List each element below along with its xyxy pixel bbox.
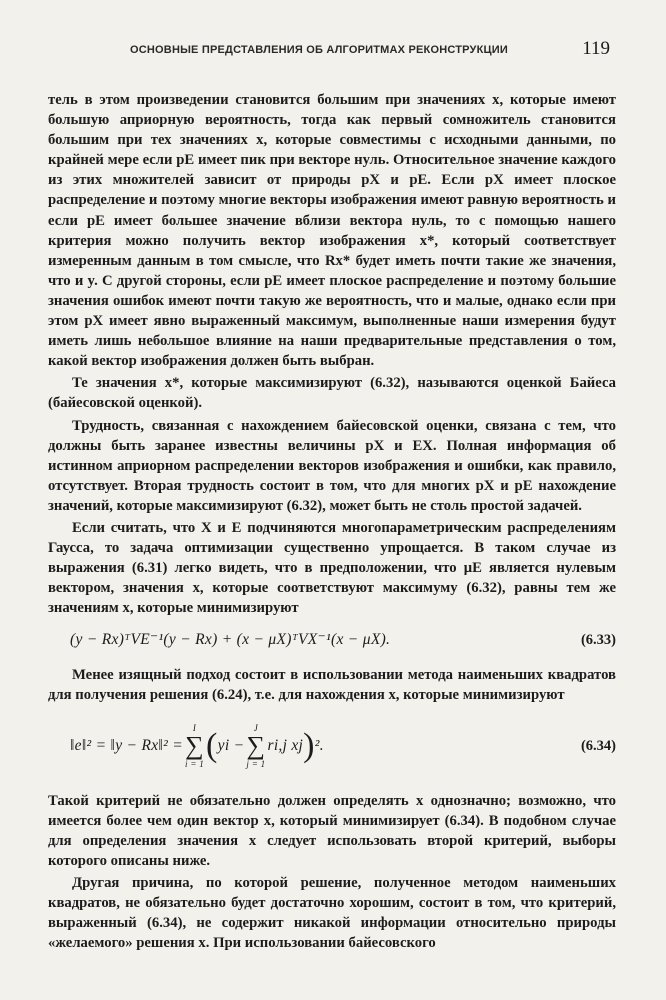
equation-6-34-expression: ‖e‖² = ‖y − Rx‖² = I ∑ i = 1 ( yi − J ∑ j = 1 ri,j xj ) ². [70, 722, 324, 769]
paragraph-1: тель в этом произведении становится большим при значениях x, которые имеют большую априорную вероятность, тогда как первый сомножитель становится большим при тех значениях x, которые совместимы с исходными данными, по крайней мере если pE имеет пик при векторе нуль. Относительное значение каждого из этих множителей зависит от природы pX и pE. Если pX имеет плоское распределение и поэтому многие векторы изображения имеют равную вероятность и если pE имеет большее значение вблизи вектора нуль, то с помощью нашего критерия можно получить вектор изображения x*, который соответствует измеренным данным в том смысле, что Rx* будет иметь почти такие же значения, что и y. С другой стороны, если pE имеет плоское распределение и поэтому большие значения ошибок имеют почти такую же вероятность, что и малые, однако если при этом pX имеет явно выраженный максимум, выполненные наши измерения будут иметь лишь небольшое влияние на наши предварительные представления о том, какой вектор изображения должен быть выбран. [48, 92, 616, 370]
paragraph-7: Другая причина, по которой решение, полученное методом наименьших квадратов, не обязательно будет достаточно хорошим, состоит в том, что критерий, выраженный (6.34), не содержит никакой информации относительно природы «желаемого» решения x. При использовании байесовского [48, 875, 616, 952]
equation-6-33 [48, 630, 616, 650]
outer-sum-upper-limit: I [192, 722, 197, 733]
inner-sum-symbol: J ∑ j = 1 [246, 722, 266, 769]
running-title: ОСНОВНЫЕ ПРЕДСТАВЛЕНИЯ ОБ АЛГОРИТМАХ РЕКОНСТРУКЦИИ [130, 44, 508, 56]
paragraph-4: Если считать, что X и E подчиняются многопараметрическим распределениям Гаусса, то задача оптимизации существенно упрощается. В таком случае из выражения (6.31) легко видеть, что в предположении, что μE является нулевым вектором, значения x, которые соответствуют максимуму (6.32), равны тем же значениям x, которые минимизируют [48, 519, 616, 617]
inner-sum-term: ri,j xj [267, 736, 304, 754]
body-text [48, 90, 616, 953]
equation-6-34-number: (6.34) [580, 737, 616, 754]
paragraph-2: Те значения x*, которые максимизируют (6.32), называются оценкой Байеса (байесовской оценкой). [48, 375, 616, 412]
paragraph-5: Менее изящный подход состоит в использовании метода наименьших квадратов для получения решения (6.24), т.е. для нахождения x, которые минимизируют [48, 666, 616, 703]
equation-6-33-expression: (y − Rx)ᵀVE⁻¹(y − Rx) + (x − μX)ᵀVX⁻¹(x − μX). [70, 631, 391, 649]
page-number: 119 [582, 38, 610, 59]
paragraph-3: Трудность, связанная с нахождением байесовской оценки, связана с тем, что должны быть заранее известны величины pX и EX. Полная информация об истинном априорном распределении векторов изображения и ошибки, как правило, отсутствует. Вторая трудность состоит в том, что для многих pX и pE нахождение значений, которые максимизируют (6.32), может быть не столь простой задачей. [48, 417, 616, 514]
equation-6-33-number: (6.33) [580, 632, 616, 649]
equation-6-34-lhs: ‖e‖² = ‖y − Rx‖² = [70, 736, 183, 754]
outer-sum-lower-limit: i = 1 [184, 758, 205, 769]
page-header [130, 38, 610, 62]
paragraph-6: Такой критерий не обязательно должен определять x однозначно; возможно, что имеется более чем один вектор x, который минимизирует (6.34). В подобном случае для определения значения x следует использовать второй критерий, выборы которого описаны ниже. [48, 792, 616, 869]
equation-6-34-tail: ². [314, 736, 324, 754]
inner-sum-lower-limit: j = 1 [246, 758, 266, 769]
outer-sum-symbol: I ∑ i = 1 [184, 722, 205, 769]
inner-left-term: yi − [217, 736, 245, 754]
inner-sum-upper-limit: J [253, 722, 259, 733]
equation-6-34 [48, 711, 616, 781]
